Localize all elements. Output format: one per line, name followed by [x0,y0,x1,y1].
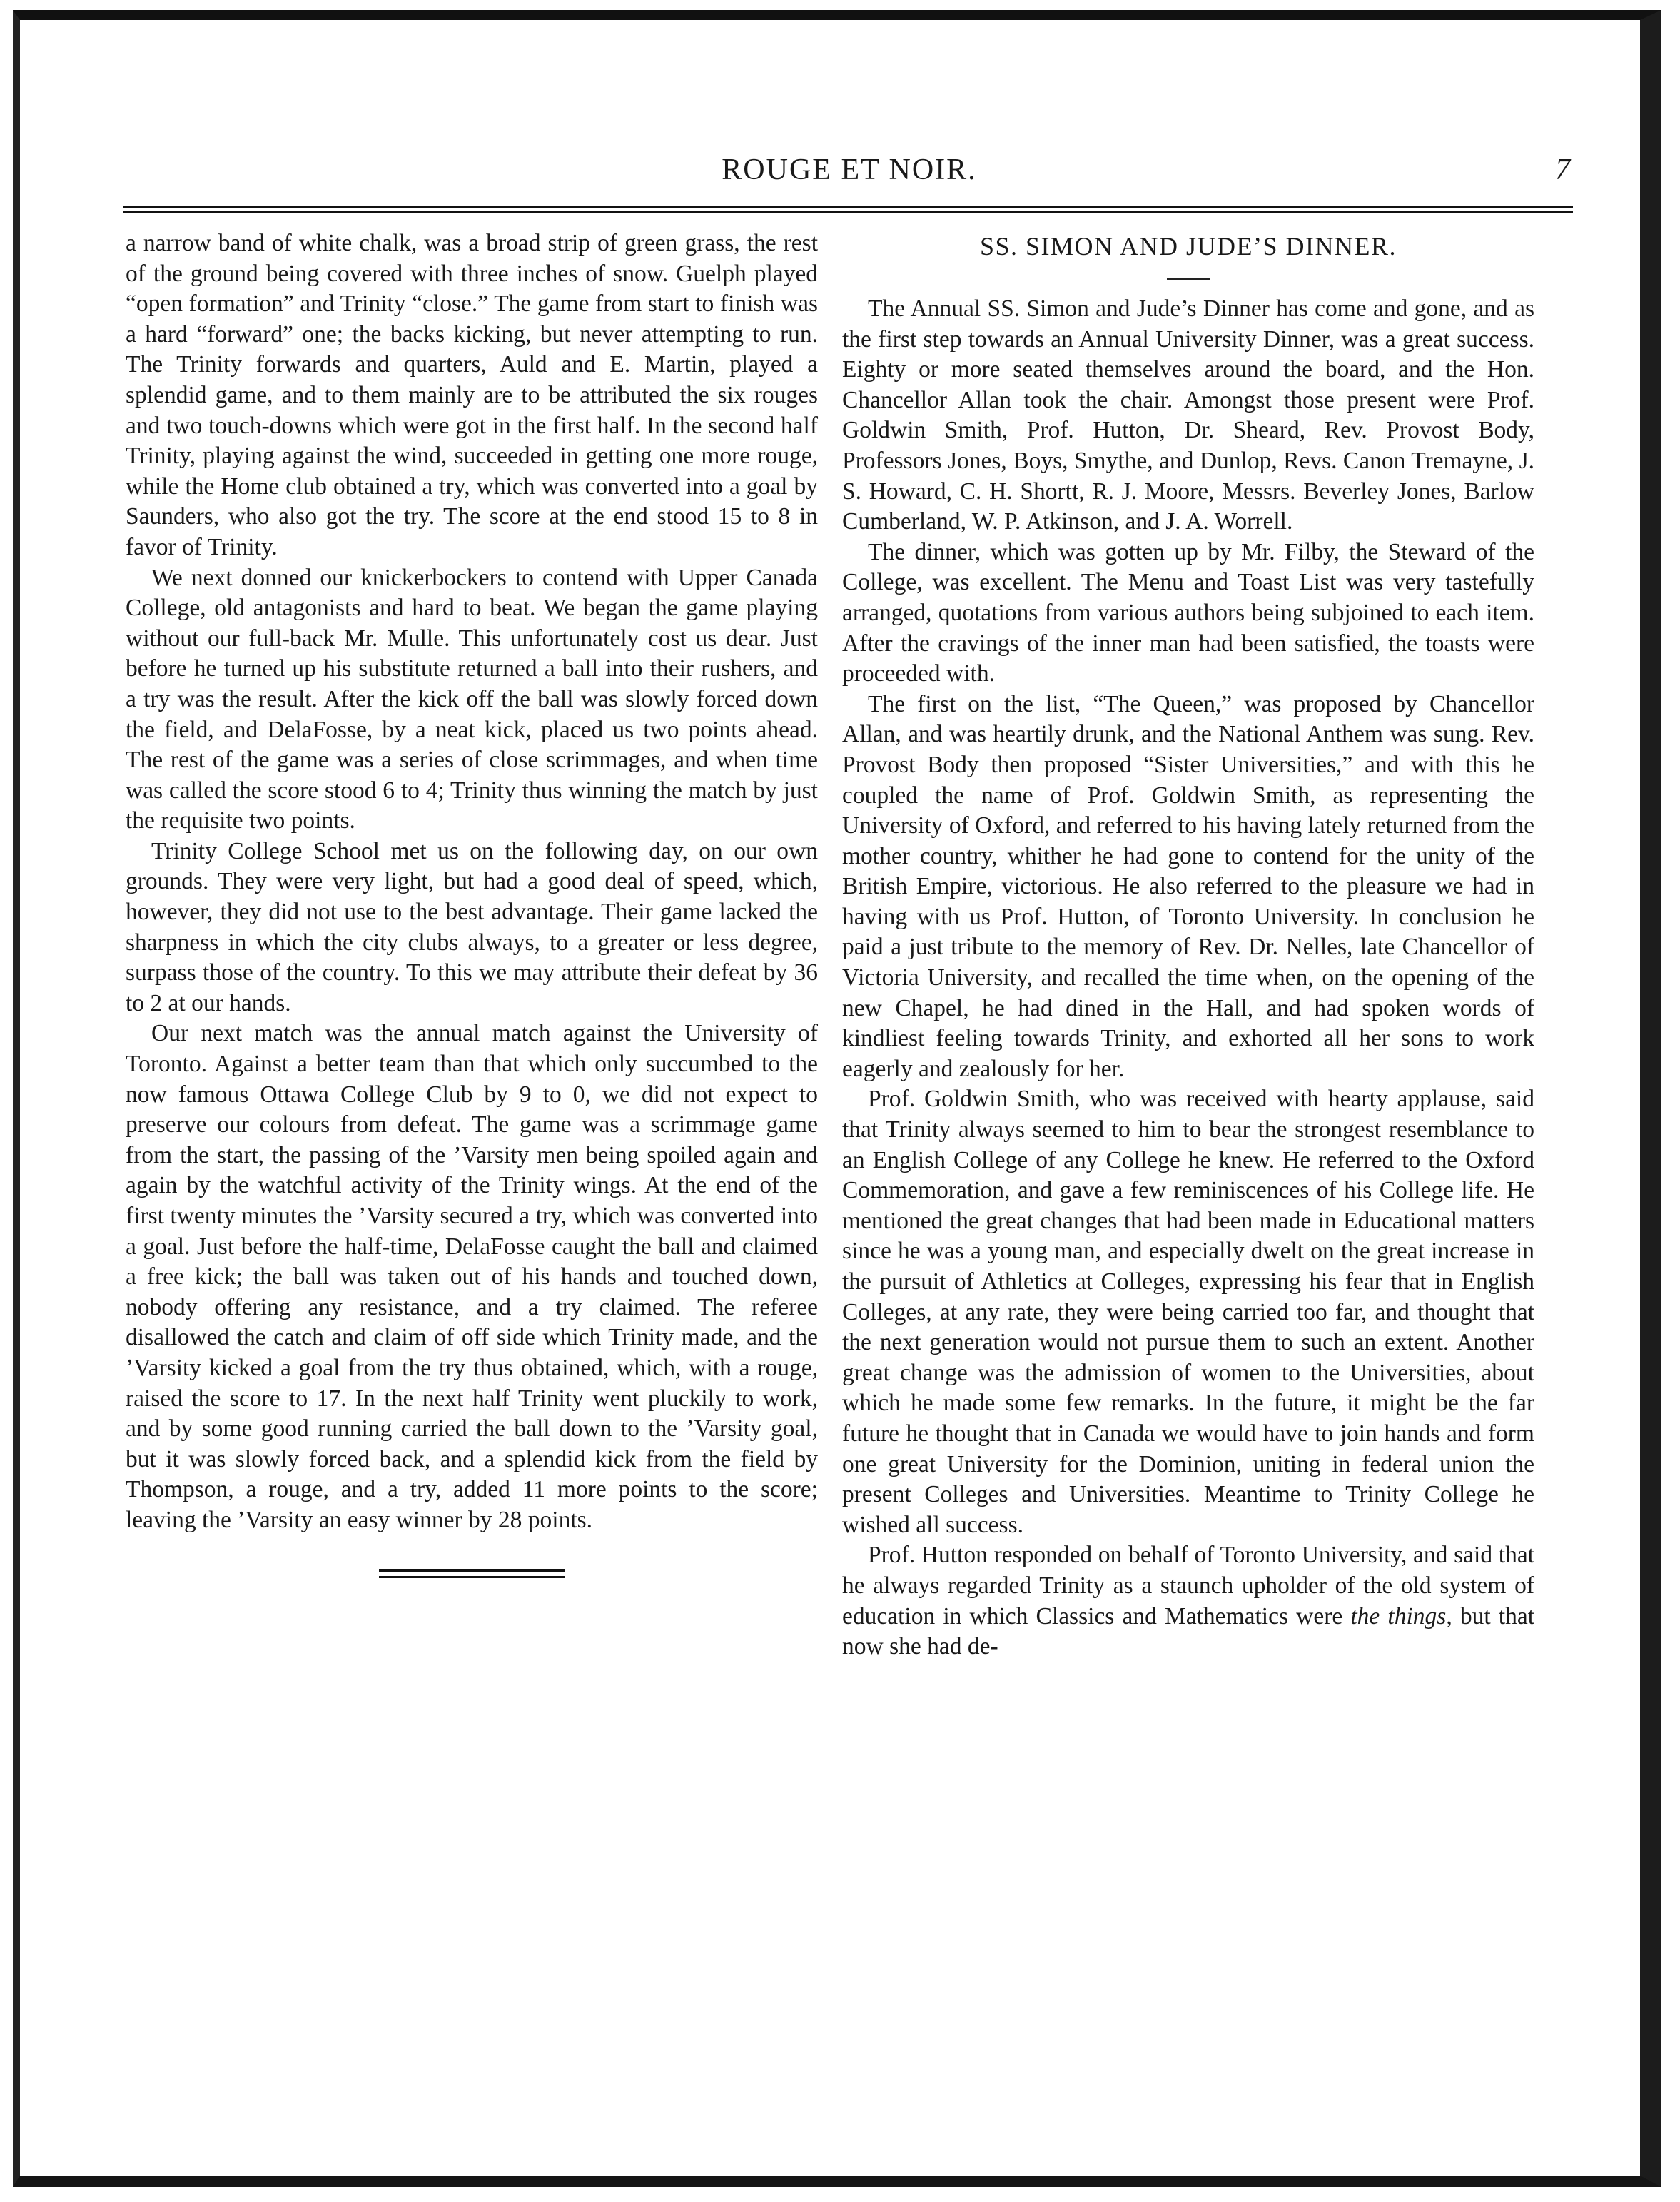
paragraph: a narrow band of white chalk, was a broad strip of green grass, the rest of the ground being covered with three inches of snow. Guelph played “open formation” and Trinity “close.” The game from start to finish was a hard “forward” one; the backs kicking, but never attempting to run. The Trinity forwards and quarters, Auld and E. Martin, played a splendid game, and to them mainly are to be attributed the six rouges and two touch-downs which were got in the first half. In the second half Trinity, playing against the wind, succeeded in getting one more rouge, while the Home club obtained a try, which was converted into a goal by Saunders, who also got the try. The score at the end stood 15 to 8 in favor of Trinity. [126,230,818,560]
section-title: SS. SIMON AND JUDE’S DINNER. [979,232,1397,261]
header-rule [123,206,1573,213]
paragraph: The dinner, which was gotten up by Mr. Filby, the Steward of the College, was excellent. The Menu and Toast List was very tastefully arranged, quotations from various authors being subjoined to each item. After the cravings of the inner man had been satisfied, the toasts were proceeded with. [842,538,1534,687]
paragraph: We next donned our knickerbockers to contend with Upper Canada College, old antagonists and hard to beat. We began the game playing without our full-back Mr. Mulle. This unfortunately cost us dear. Just before he turned up his substitute returned a ball into their rushers, and a try was the result. After the kick off the ball was slowly forced down the field, and DelaFosse, by a neat kick, placed us two points ahead. The rest of the game was a series of close scrimmages, and when time was called the score stood 6 to 4; Trinity thus winning the match by just the requisite two points. [126,564,818,834]
paragraph-text: , but that now she had de- [842,1602,1535,1660]
paragraph: Trinity College School met us on the following day, on our own grounds. They were very light, but had a good deal of speed, which, however, they did not use to the best advantage. Their game lacked the sharpness in which the city clubs always, to a greater or less degree, surpass those of the country. To this we may attribute their defeat by 36 to 2 at our hands. [126,837,818,1016]
right-column [842,228,1534,1662]
running-header [128,153,1570,196]
paragraph: Our next match was the annual match against the University of Toronto. Against a better team than that which only succumbed to the now famous Ottawa College Club by 9 to 0, we did not expect to preserve our colours from defeat. The game was a scrimmage game from the start, the passing of the ’Varsity men being spoiled again and again by the watchful activity of the Trinity wings. At the end of the first twenty minutes the ’Varsity secured a try, which was converted into a goal. Just before the half-time, DelaFosse caught the ball and claimed a free kick; the ball was taken out of his hands and touched down, nobody offering any resistance, and a try claimed. The referee disallowed the catch and claim of off side which Trinity made, and the ’Varsity kicked a goal from the try thus obtained, which, with a rouge, raised the score to 17. In the next half Trinity went pluckily to work, and by some good running carried the ball down to the ’Varsity goal, but it was slowly forced back, and a splendid kick from the field by Thompson, a rouge, and a try, added 11 more points to the score; leaving the ’Varsity an easy winner by 28 points. [126,1020,818,1533]
paragraph [842,1540,1534,1662]
running-title: ROUGE ET NOIR. [722,153,977,186]
paragraph: Prof. Goldwin Smith, who was received with hearty applause, said that Trinity always seemed to him to bear the strongest resemblance to an English College of any College he knew. He referred to the Oxford Commemoration, and gave a few reminiscences of his College life. He mentioned the great changes that had been made in Educational matters since he was a young man, and especially dwelt on the great increase in the pursuit of Athletics at Colleges, expressing his fear that in English Colleges, at any rate, they were being carried too far, and thought that the next generation would not pursue them to such an extent. Another great change was the admission of women to the Universities, about which he made some few remarks. In the future, it might be the far future he thought that in Canada we would have to join hands and form one great University for the Dominion, uniting in federal union the present Colleges and Universities. Meantime to Trinity College he wished all success. [842,1086,1534,1538]
paragraph: The first on the list, “The Queen,” was proposed by Chancellor Allan, and was heartily drunk, and the National Anthem was sung. Rev. Provost Body then proposed “Sister Universities,” and with this he coupled the name of Prof. Goldwin Smith, as representing the University of Oxford, and referred to his having lately returned from the mother country, whither he had gone to contend for the unity of the British Empire, victorious. He also referred to the pleasure we had in having with us Prof. Hutton, of Toronto University. In conclusion he paid a just tribute to the memory of Rev. Dr. Nelles, late Chancellor of Victoria University, and recalled the time when, on the opening of the new Chapel, he had dined in the Hall, and had spoken words of kindliest feeling towards Trinity, and exhorted all her sons to work eagerly and zealously for her. [842,690,1534,1082]
article-end-rule [379,1569,565,1578]
paragraph: The Annual SS. Simon and Jude’s Dinner has come and gone, and as the first step towards an Annual University Dinner, was a great success. Eighty or more seated themselves around the board, and the Hon. Chancellor Allan took the chair. Amongst those present were Prof. Goldwin Smith, Prof. Hutton, Dr. Sheard, Rev. Provost Body, Professors Jones, Boys, Smythe, and Dunlop, Revs. Canon Tremayne, J. S. Howard, C. H. Shortt, R. J. Moore, Messrs. Beverley Jones, Barlow Cumberland, W. P. Atkinson, and J. A. Worrell. [842,296,1534,535]
emphasis: the things [1350,1602,1447,1630]
page-number: 7 [1555,153,1570,186]
title-divider [1167,278,1210,280]
paragraph-text: Prof. Hutton responded on behalf of Toronto University, and said that he always regarded Trinity as a staunch upholder of the old system of education in which Classics and Mathematics were [842,1542,1534,1630]
left-column [126,228,818,1578]
